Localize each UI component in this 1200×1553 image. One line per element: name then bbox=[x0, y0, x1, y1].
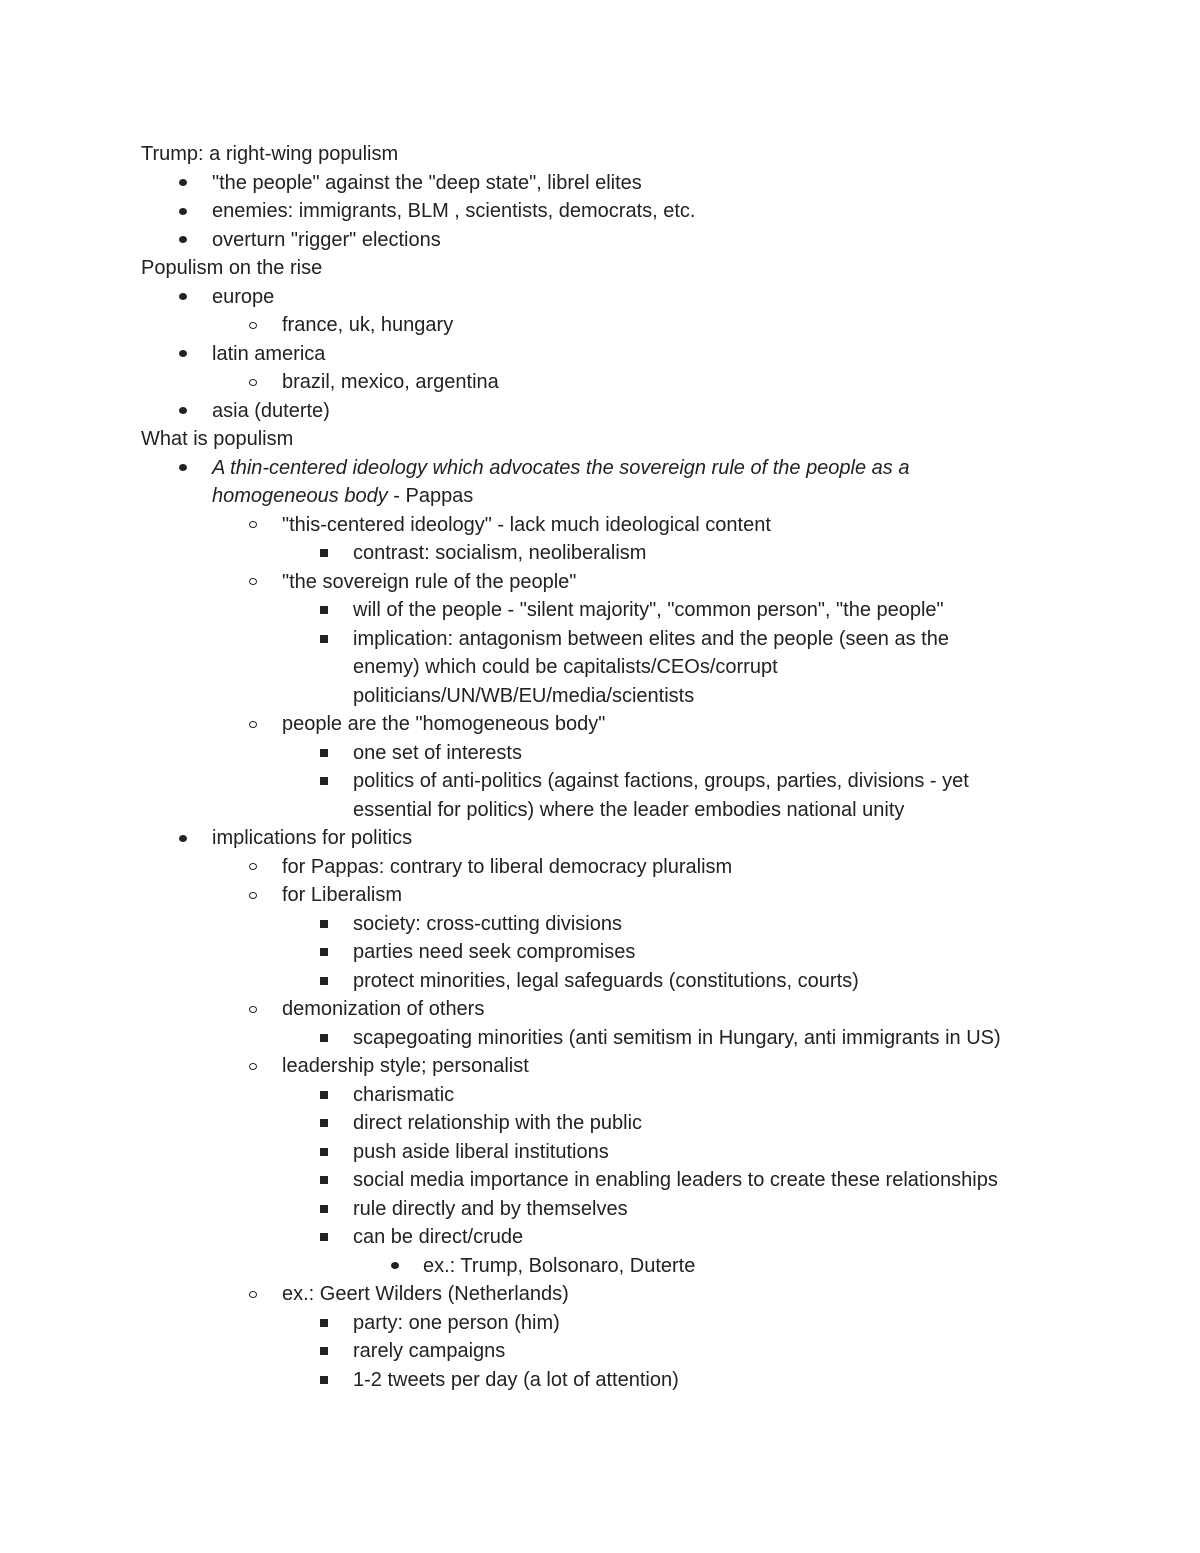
bullet-square bbox=[318, 1195, 330, 1224]
list-item: demonization of others bbox=[141, 995, 1081, 1024]
list-item: party: one person (him) bbox=[141, 1309, 1081, 1338]
list-item: 1-2 tweets per day (a lot of attention) bbox=[141, 1366, 1081, 1395]
bullet-square bbox=[318, 539, 330, 568]
list-item: for Pappas: contrary to liberal democracy pluralism bbox=[141, 853, 1081, 882]
list-item: brazil, mexico, argentina bbox=[141, 368, 1081, 397]
list-item: will of the people - "silent majority", "common person", "the people" bbox=[141, 596, 1081, 625]
bullet-square bbox=[318, 967, 330, 996]
bullet-circle bbox=[247, 311, 259, 340]
list-item: contrast: socialism, neoliberalism bbox=[141, 539, 1081, 568]
bullet-dot bbox=[177, 340, 189, 369]
bullet-circle bbox=[247, 511, 259, 540]
bullet-dot bbox=[177, 283, 189, 312]
definition-item: A thin-centered ideology which advocates the sovereign rule of the people as a bbox=[141, 454, 1081, 483]
heading-what-is-populism: What is populism bbox=[141, 428, 294, 450]
bullet-circle bbox=[247, 1052, 259, 1081]
list-item: direct relationship with the public bbox=[141, 1109, 1081, 1138]
bullet-circle bbox=[247, 853, 259, 882]
list-item: for Liberalism bbox=[141, 881, 1081, 910]
bullet-circle bbox=[247, 368, 259, 397]
list-item: people are the "homogeneous body" bbox=[141, 710, 1081, 739]
list-item: "the people" against the "deep state", librel elites bbox=[141, 169, 1081, 198]
list-item: enemies: immigrants, BLM , scientists, democrats, etc. bbox=[141, 197, 1081, 226]
bullet-square bbox=[318, 1109, 330, 1138]
list-item: society: cross-cutting divisions bbox=[141, 910, 1081, 939]
bullet-square bbox=[318, 1309, 330, 1338]
list-item-cont: politicians/UN/WB/EU/media/scientists bbox=[353, 684, 695, 707]
bullet-square bbox=[318, 767, 330, 796]
list-item: asia (duterte) bbox=[141, 397, 1081, 426]
bullet-square bbox=[318, 1138, 330, 1167]
bullet-square bbox=[318, 625, 330, 654]
bullet-square bbox=[318, 1166, 330, 1195]
bullet-dot bbox=[177, 454, 189, 483]
bullet-square bbox=[318, 1337, 330, 1366]
bullet-square bbox=[318, 1223, 330, 1252]
bullet-square bbox=[318, 1024, 330, 1053]
list-item-cont: enemy) which could be capitalists/CEOs/corrupt bbox=[353, 656, 778, 678]
list-item-cont: essential for politics) where the leader embodies national unity bbox=[353, 798, 905, 821]
list-item: push aside liberal institutions bbox=[141, 1138, 1081, 1167]
bullet-square bbox=[318, 596, 330, 625]
list-item: rule directly and by themselves bbox=[141, 1195, 1081, 1224]
list-item: parties need seek compromises bbox=[141, 938, 1081, 967]
list-item: politics of anti-politics (against factions, groups, parties, divisions - yet bbox=[141, 767, 1081, 796]
bullet-square bbox=[318, 910, 330, 939]
definition-item-cont: homogeneous body - Pappas bbox=[212, 485, 474, 507]
list-item: "the sovereign rule of the people" bbox=[141, 568, 1081, 597]
list-item: one set of interests bbox=[141, 739, 1081, 768]
bullet-square bbox=[318, 739, 330, 768]
bullet-dot bbox=[177, 226, 189, 255]
list-item: scapegoating minorities (anti semitism in Hungary, anti immigrants in US) bbox=[141, 1024, 1081, 1053]
list-item: france, uk, hungary bbox=[141, 311, 1081, 340]
list-item: can be direct/crude bbox=[141, 1223, 1081, 1252]
bullet-circle bbox=[247, 995, 259, 1024]
bullet-square bbox=[318, 1081, 330, 1110]
list-item: implication: antagonism between elites and the people (seen as the bbox=[141, 625, 1081, 654]
bullet-dot bbox=[177, 397, 189, 426]
bullet-circle bbox=[247, 710, 259, 739]
list-item: rarely campaigns bbox=[141, 1337, 1081, 1366]
heading-trump: Trump: a right-wing populism bbox=[141, 143, 399, 165]
list-item: charismatic bbox=[141, 1081, 1081, 1110]
bullet-dot bbox=[177, 824, 189, 853]
list-item: protect minorities, legal safeguards (constitutions, courts) bbox=[141, 967, 1081, 996]
bullet-circle bbox=[247, 1280, 259, 1309]
list-item: overturn "rigger" elections bbox=[141, 226, 1081, 255]
list-item: europe bbox=[141, 283, 1081, 312]
bullet-square bbox=[318, 1366, 330, 1395]
list-item: social media importance in enabling leaders to create these relationships bbox=[141, 1166, 1081, 1195]
bullet-dot bbox=[389, 1252, 401, 1281]
bullet-dot bbox=[177, 169, 189, 198]
list-item: implications for politics bbox=[141, 824, 1081, 853]
notes-body bbox=[141, 140, 1081, 1394]
list-item: ex.: Geert Wilders (Netherlands) bbox=[141, 1280, 1081, 1309]
bullet-dot bbox=[177, 197, 189, 226]
bullet-circle bbox=[247, 568, 259, 597]
list-item: latin america bbox=[141, 340, 1081, 369]
list-item: ex.: Trump, Bolsonaro, Duterte bbox=[141, 1252, 1081, 1281]
heading-populism-rise: Populism on the rise bbox=[141, 257, 323, 279]
bullet-circle bbox=[247, 881, 259, 910]
bullet-square bbox=[318, 938, 330, 967]
list-item: leadership style; personalist bbox=[141, 1052, 1081, 1081]
list-item: "this-centered ideology" - lack much ideological content bbox=[141, 511, 1081, 540]
